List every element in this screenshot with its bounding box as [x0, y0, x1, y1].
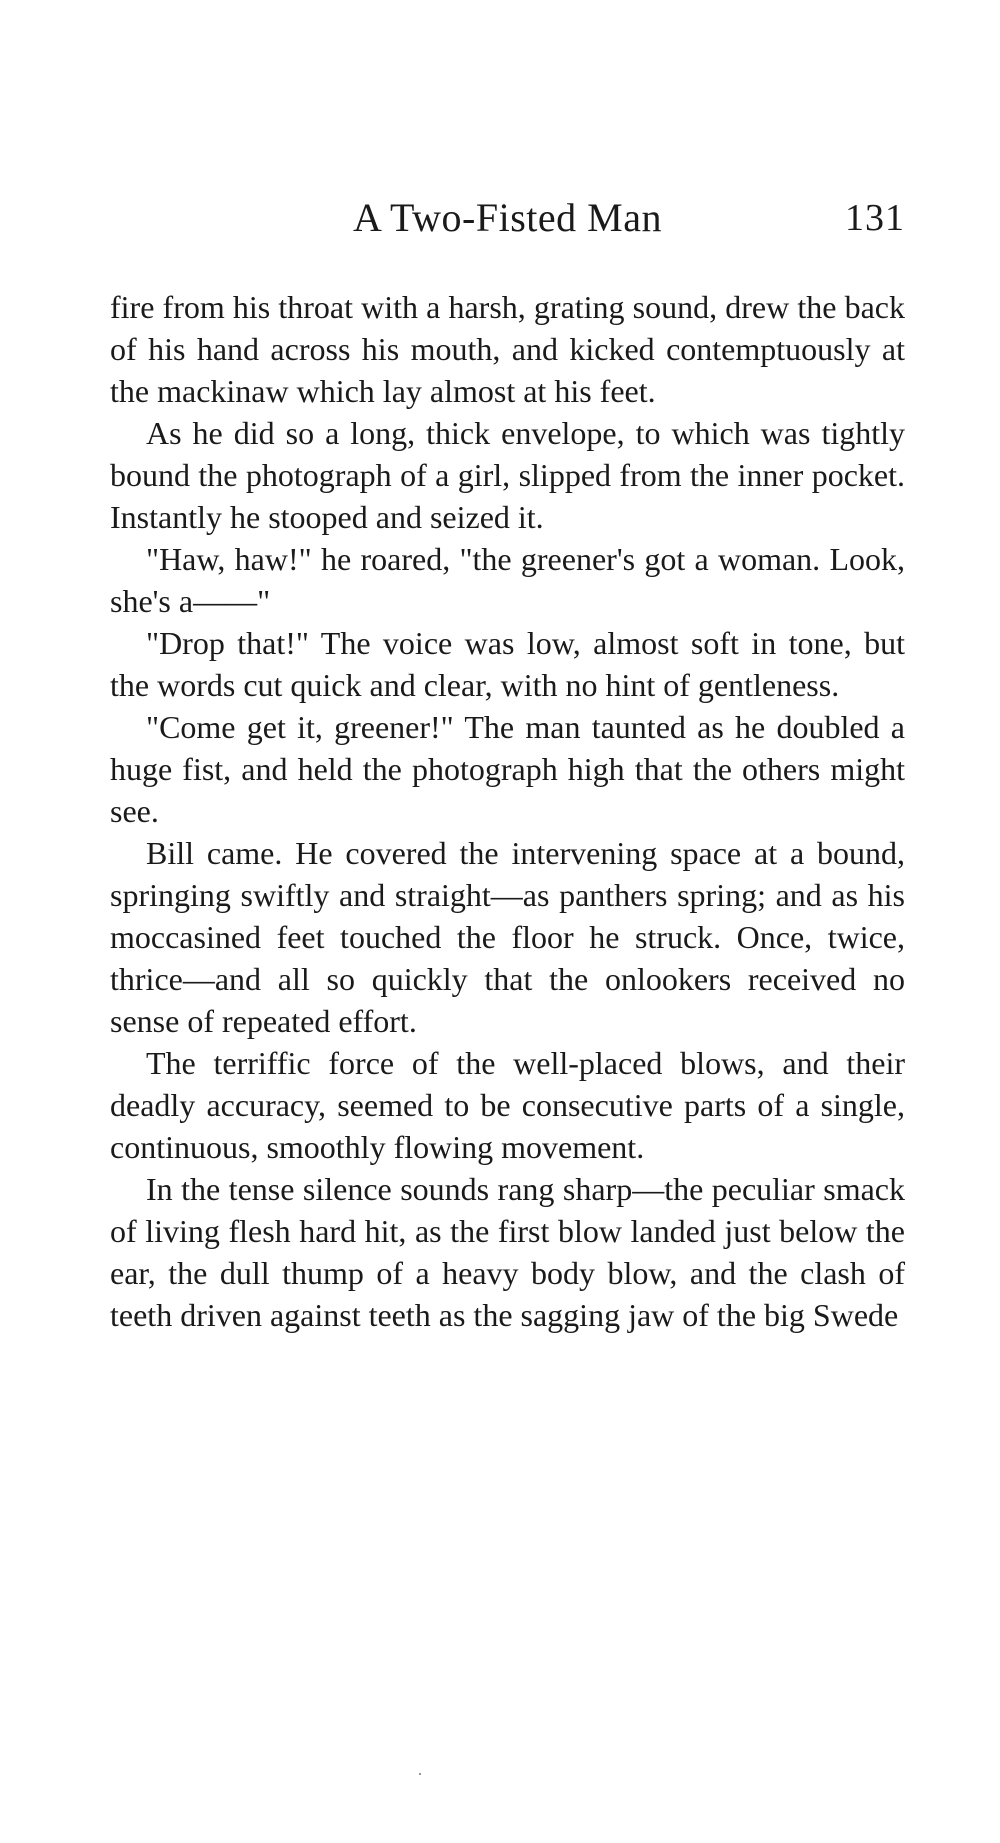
paragraph-5: "Come get it, greener!" The man taunted as he doubled a huge fist, and held the photograph high that the others might see. — [110, 709, 905, 829]
paragraph-4: "Drop that!" The voice was low, almost soft in tone, but the words cut quick and clear, with no hint of gentleness. — [110, 625, 905, 703]
paragraph-6: Bill came. He covered the intervening space at a bound, springing swiftly and straight—as panthers spring; and as his moccasined feet touched the floor he struck. Once, twice, thrice—and all so quickly that the onlookers received no sense of repeated effort. — [110, 835, 905, 1039]
body-text — [110, 286, 905, 1336]
print-speck — [419, 1773, 421, 1775]
paragraph-2: As he did so a long, thick envelope, to which was tightly bound the photograph of a girl, slipped from the inner pocket. Instantly he stooped and seized it. — [110, 415, 905, 535]
paragraph-7: The terriffic force of the well-placed blows, and their deadly accuracy, seemed to be consecutive parts of a single, continuous, smoothly flowing movement. — [110, 1045, 905, 1165]
page-number: 131 — [845, 197, 905, 239]
paragraph-3: "Haw, haw!" he roared, "the greener's got a woman. Look, she's a——" — [110, 541, 905, 619]
running-head — [110, 188, 905, 248]
running-title: A Two-Fisted Man — [353, 195, 662, 240]
paragraph-1: fire from his throat with a harsh, grating sound, drew the back of his hand across his mouth, and kicked contemptuously at the mackinaw which lay almost at his feet. — [110, 289, 905, 409]
paragraph-8: In the tense silence sounds rang sharp—the peculiar smack of living flesh hard hit, as the first blow landed just below the ear, the dull thump of a heavy body blow, and the clash of teeth driven against teeth as the sagging jaw of the big Swede — [110, 1171, 905, 1333]
